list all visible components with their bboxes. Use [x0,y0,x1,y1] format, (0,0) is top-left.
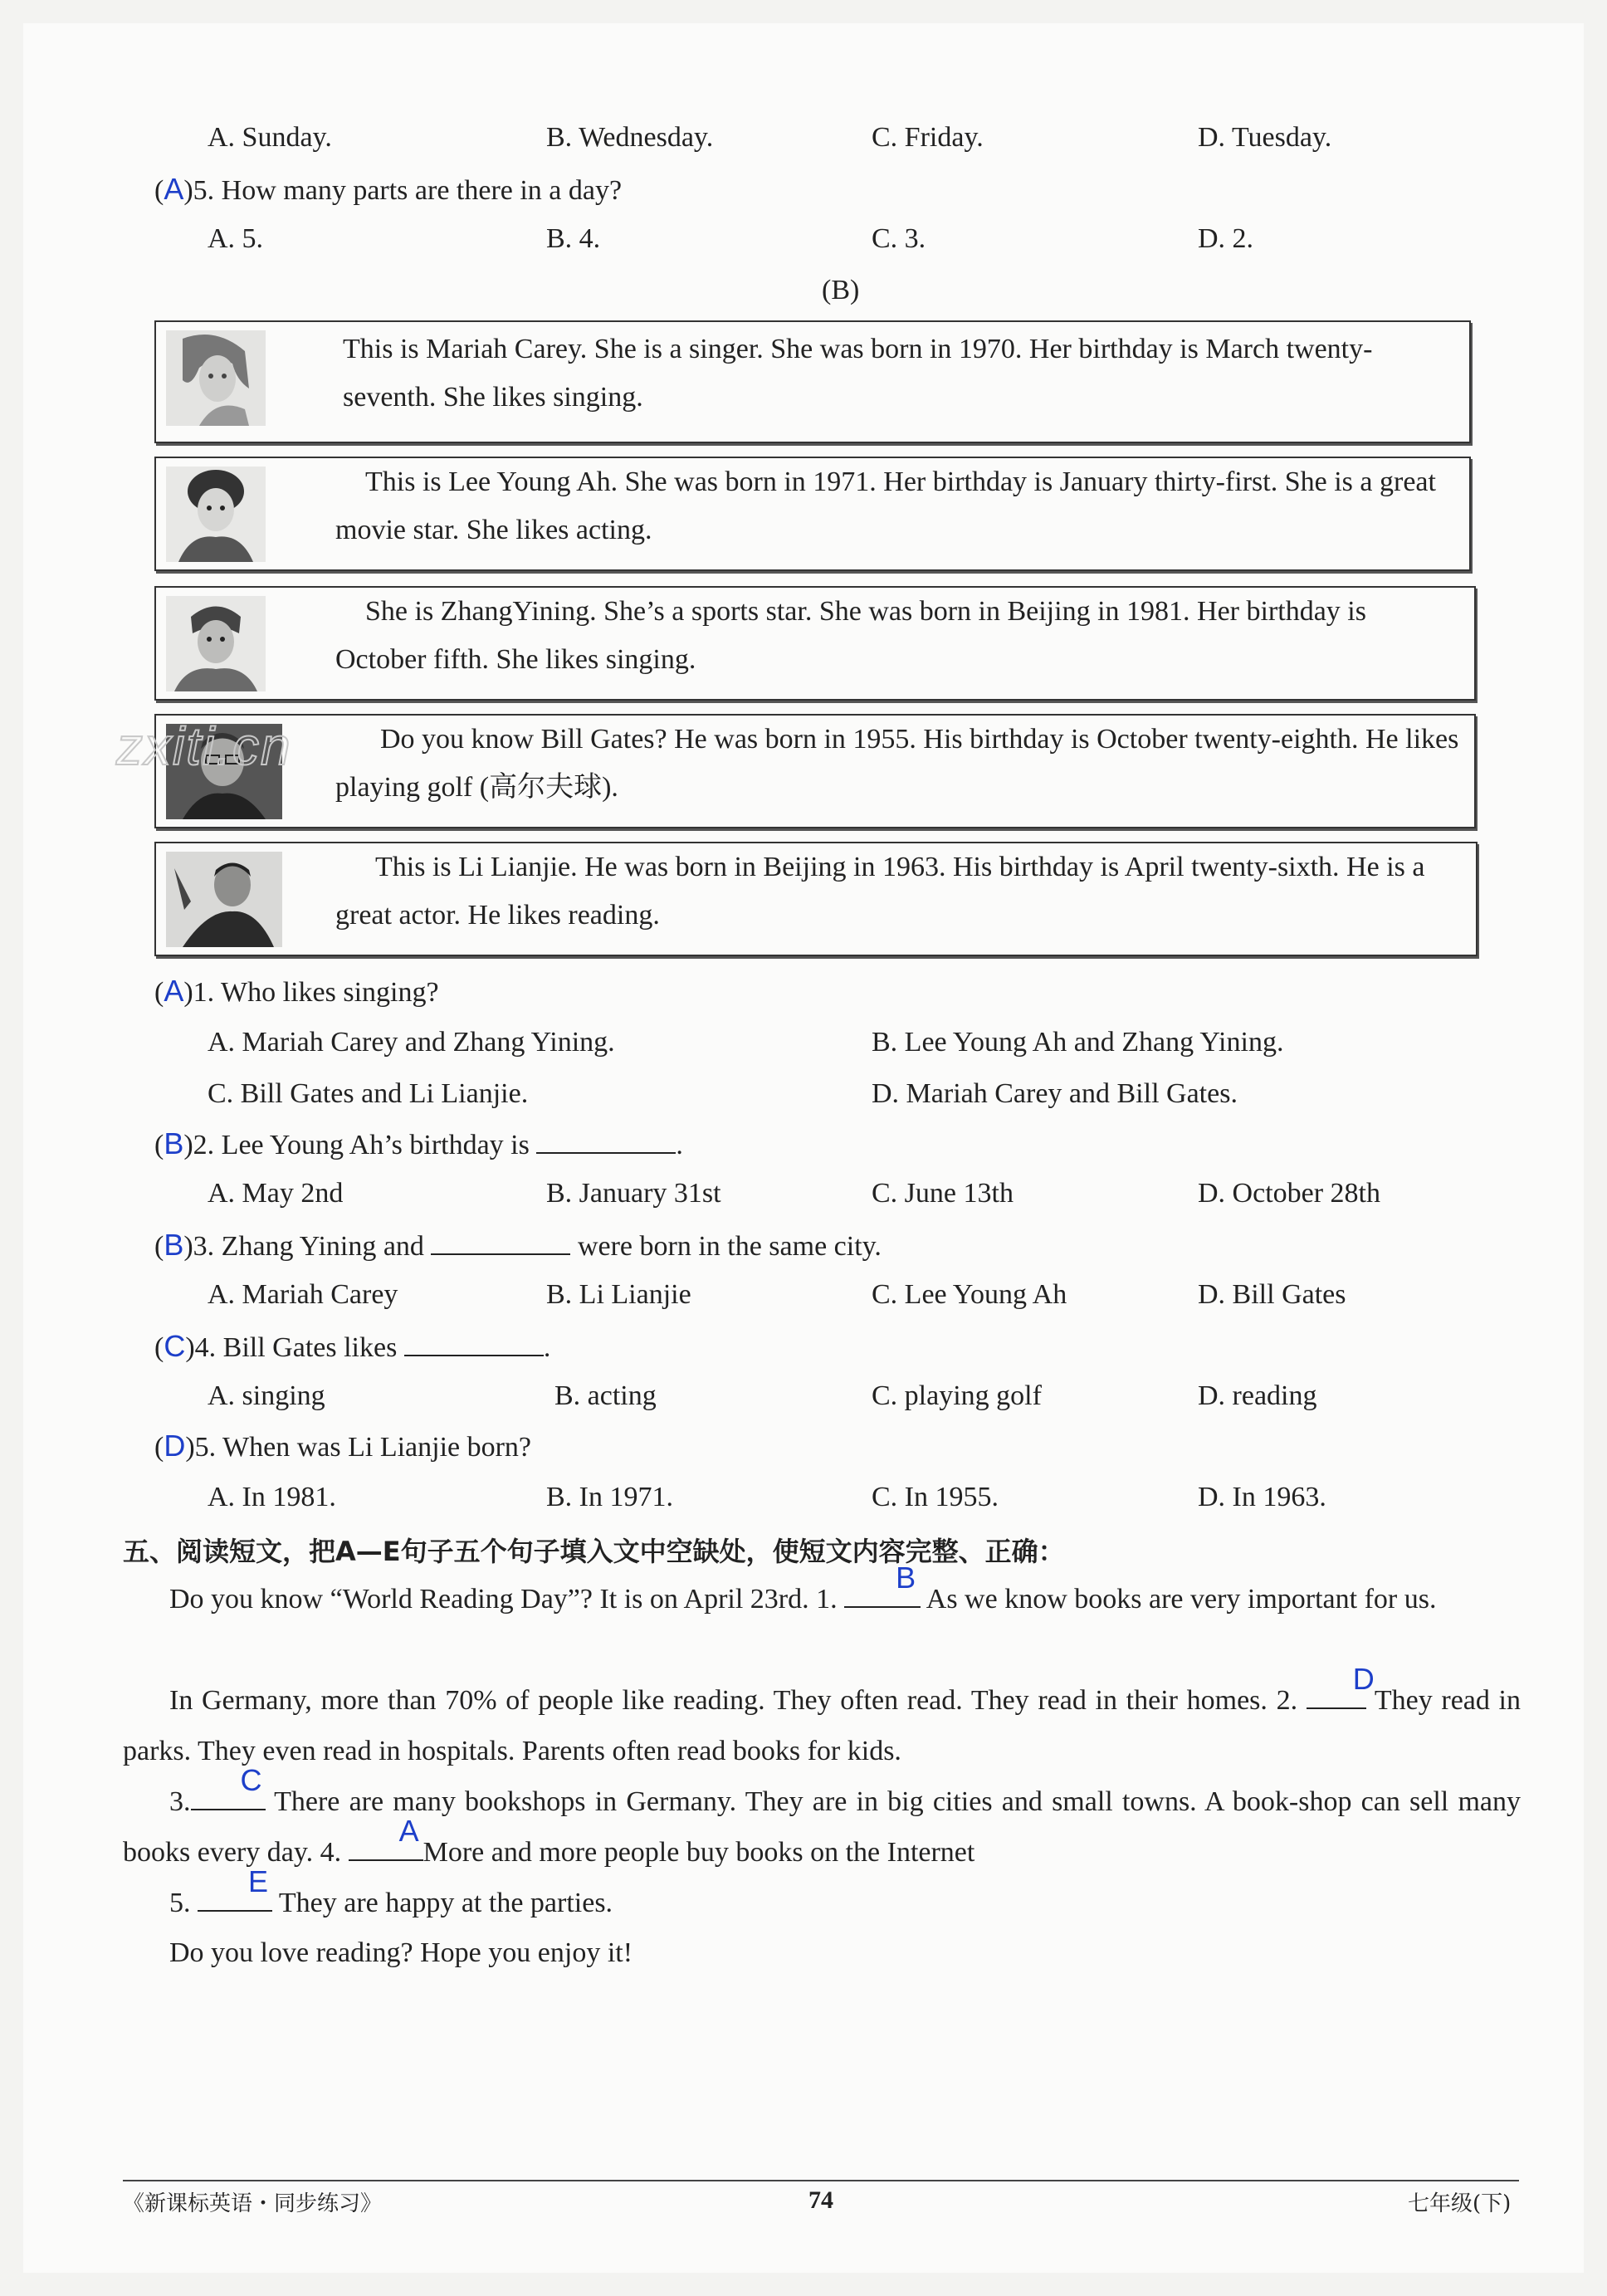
profile-card [154,457,1471,571]
section-heading: 五、阅读短文，把A—E句子五个句子填入文中空缺处，使短文内容完整、正确： [123,1536,1065,1567]
option-c: C. Friday. [872,122,984,153]
option-a: A. singing [208,1380,325,1411]
option-d: D. 2. [1198,223,1254,254]
card-text: This is Lee Young Ah. She was born in 1971. Her birthday is January thirty-first. She is a great movie star. She likes acting. [335,467,1436,545]
question-text-end: . [676,1130,683,1160]
option-d: D. Bill Gates [1198,1279,1346,1310]
passage-blank-2[interactable] [1307,1662,1375,1709]
passage-paragraph-3 [123,1763,1521,1878]
option-a: A. May 2nd [208,1178,344,1209]
passage-paragraph-5: Do you love reading? Hope you enjoy it! [169,1937,633,1968]
answer-mark: B [164,1126,184,1160]
passage-text: In Germany, more than 70% of people like reading. They often read. They read in their homes. 2. [169,1685,1298,1716]
option-c: C. June 13th [872,1178,1014,1209]
footer-rule [123,2180,1519,2181]
answer-mark: D [164,1429,186,1463]
option-b: B. 4. [546,223,601,254]
option-c: C. Lee Young Ah [872,1279,1067,1310]
blank-answer: D [1352,1662,1375,1696]
passage-text: 5. [169,1888,191,1918]
footer-book-title: 《新课标英语・同步练习》 [123,2191,383,2216]
option-a: A. In 1981. [208,1482,336,1512]
answer-mark: B [164,1228,184,1262]
page-number: 74 [808,2186,833,2214]
passage-paragraph-1 [123,1561,1521,1624]
question-text-end: . [543,1332,551,1363]
option-b: B. January 31st [546,1178,721,1209]
question-text: 1. Who likes singing? [193,977,439,1008]
passage-text: 3. [169,1786,191,1817]
section-b-label: (B) [822,275,860,305]
passage-paragraph-2 [123,1662,1522,1776]
profile-card [154,586,1476,701]
question-text: 5. When was Li Lianjie born? [194,1432,532,1463]
footer-grade: 七年级(下) [1408,2191,1512,2216]
option-d: D. Tuesday. [1198,122,1332,153]
question-text: 3. Zhang Yining and [193,1231,424,1262]
blank-answer: E [247,1864,268,1898]
option-d: D. In 1963. [1198,1482,1326,1512]
card-text: Do you know Bill Gates? He was born in 1955. His birthday is October twenty-eighth. He likes playing golf (高尔夫球). [335,724,1459,803]
profile-card [154,714,1476,828]
passage-blank-5[interactable] [198,1864,272,1912]
profile-card [154,842,1478,956]
passage-text: There are many bookshops in Germany. They are in big cities and small towns. A book-shop can sell many books every day. 4. [123,1786,1521,1868]
option-d: D. reading [1198,1380,1317,1411]
passage-text: Do you know “World Reading Day”? It is on April 23rd. 1. [169,1584,838,1615]
blank-answer: A [398,1814,419,1848]
passage-text: They are happy at the parties. [278,1888,613,1918]
option-a: A. Sunday. [208,122,332,153]
option-d: D. Mariah Carey and Bill Gates. [872,1078,1238,1109]
passage-blank-1[interactable] [844,1561,921,1608]
option-c: C. 3. [872,223,926,254]
card-text: This is Mariah Carey. She is a singer. She was born in 1970. Her birthday is March twenty-seventh. She likes singing. [343,334,1373,413]
question-b2: (B)2. Lee Young Ah’s birthday is . [154,1126,683,1160]
passage-blank-3[interactable] [191,1763,266,1810]
question-text-end: were born in the same city. [577,1231,882,1262]
watermark: zxiti.cn [116,716,292,776]
option-a: A. 5. [208,223,264,254]
card-text: She is ZhangYining. She’s a sports star. She was born in Beijing in 1981. Her birthday is October fifth. She likes singing. [335,596,1366,675]
option-c: C. In 1955. [872,1482,999,1512]
option-a: A. Mariah Carey and Zhang Yining. [208,1027,615,1058]
portrait-photo [166,852,282,947]
option-b: B. Wednesday. [546,122,714,153]
question-b5: (D)5. When was Li Lianjie born? [154,1429,532,1463]
card-text: This is Li Lianjie. He was born in Beijing in 1963. His birthday is April twenty-sixth. He is a great actor. He likes reading. [335,852,1425,931]
option-b: B. Lee Young Ah and Zhang Yining. [872,1027,1284,1058]
passage-blank-4[interactable] [349,1814,423,1861]
portrait-photo [166,330,266,426]
answer-blank[interactable] [404,1328,544,1356]
profile-card [154,320,1471,443]
answer-blank[interactable] [431,1227,570,1255]
question-text: 4. Bill Gates likes [194,1332,398,1363]
portrait-photo [166,467,266,562]
question-5a: (A)5. How many parts are there in a day? [154,172,623,206]
question-text: 5. How many parts are there in a day? [193,175,623,206]
question-b3: (B)3. Zhang Yining and were born in the same city. [154,1228,882,1262]
option-d: D. October 28th [1198,1178,1381,1209]
passage-text: They read in parks. They even read in hospitals. Parents often read books for kids. [123,1685,1522,1766]
option-c: C. playing golf [872,1380,1042,1411]
option-b: B. acting [554,1380,657,1411]
passage-text: More and more people buy books on the Internet [423,1837,975,1868]
portrait-photo [166,596,266,691]
blank-answer: C [240,1763,262,1797]
question-b4: (C)4. Bill Gates likes . [154,1329,551,1363]
option-b: B. Li Lianjie [546,1279,691,1310]
option-a: A. Mariah Carey [208,1279,398,1310]
question-b1: (A)1. Who likes singing? [154,974,439,1008]
question-text: 2. Lee Young Ah’s birthday is [193,1130,530,1160]
answer-mark: A [164,974,184,1008]
blank-answer: B [896,1561,916,1595]
answer-mark: C [164,1329,186,1363]
passage-paragraph-4 [123,1864,1521,1928]
option-c: C. Bill Gates and Li Lianjie. [208,1078,529,1109]
answer-mark: A [164,172,184,206]
answer-blank[interactable] [536,1126,676,1154]
option-b: B. In 1971. [546,1482,673,1512]
passage-text: As we know books are very important for us. [926,1584,1437,1615]
